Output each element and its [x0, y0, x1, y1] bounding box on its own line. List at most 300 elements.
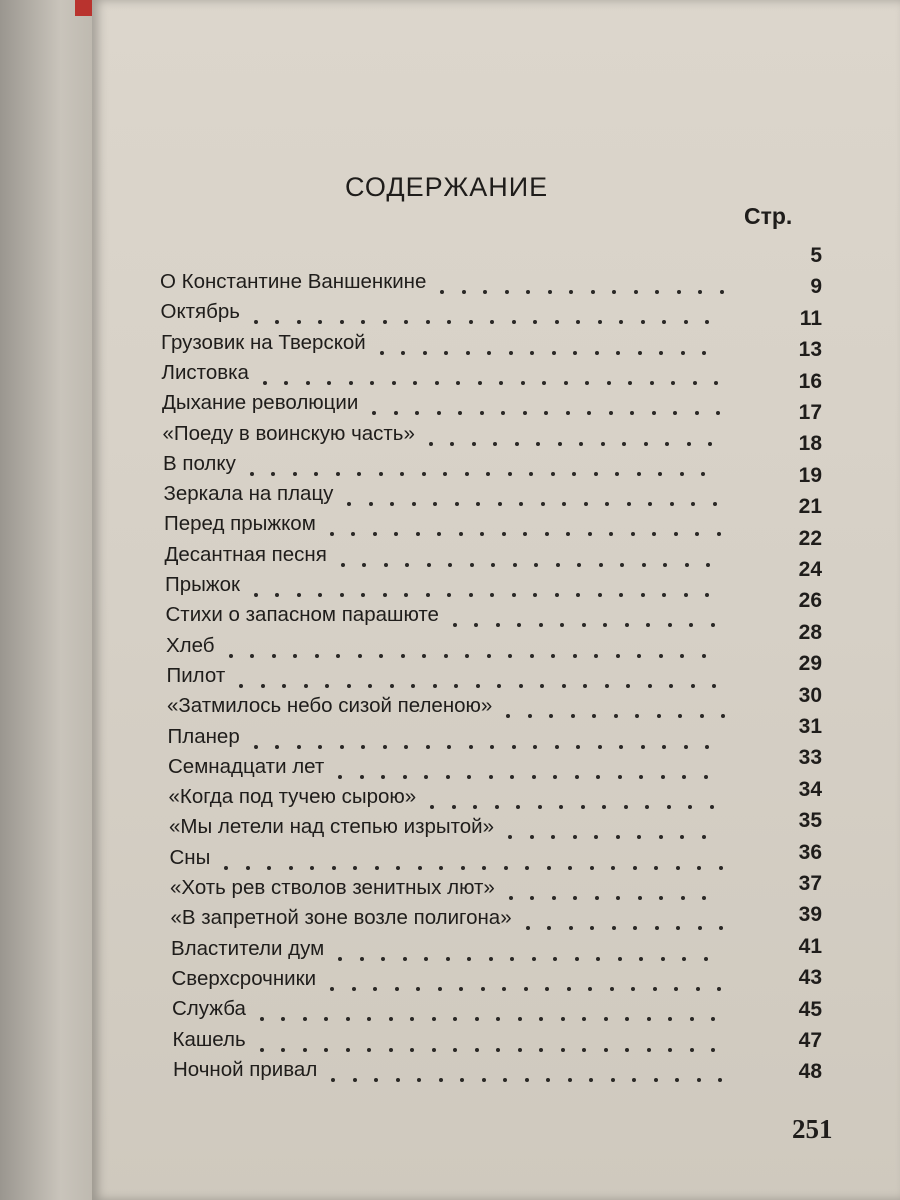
leader-dot [260, 1017, 264, 1021]
leader-dot [340, 745, 344, 749]
leader-dot [548, 290, 552, 294]
toc-entry-title: Листовка [161, 360, 249, 384]
leader-dot [639, 957, 643, 961]
leader-dot [282, 684, 286, 688]
leader-dot [551, 835, 555, 839]
leader-dot [573, 835, 577, 839]
page-number: 251 [792, 1114, 833, 1144]
toc-page-number: 39 [798, 903, 822, 927]
leader-dot [622, 442, 626, 446]
leader-dot [395, 987, 399, 991]
toc-entry-title: Властители дум [171, 936, 325, 960]
toc-page-number: 16 [798, 369, 822, 393]
leader-dot [616, 351, 620, 355]
page-column-label: Стр. [744, 203, 793, 229]
leader-dot [553, 775, 557, 779]
leader-dot [357, 472, 361, 476]
leader-dot [566, 532, 570, 536]
leader-dot [677, 290, 681, 294]
leader-dot [508, 472, 512, 476]
leader-dot [662, 320, 666, 324]
leader-dot [682, 775, 686, 779]
leader-dot [491, 563, 495, 567]
leader-dot [521, 381, 525, 385]
leader-dot [528, 714, 532, 718]
leader-dot [293, 472, 297, 476]
leader-dot [413, 381, 417, 385]
leader-dot [634, 290, 638, 294]
leader-dot [453, 1017, 457, 1021]
leader-dot [489, 775, 493, 779]
leader-dot [638, 351, 642, 355]
toc-page-number: 29 [798, 652, 822, 676]
leader-dot [392, 381, 396, 385]
leader-dot [569, 926, 573, 930]
leader-dot [558, 442, 562, 446]
toc-page-number: 34 [798, 777, 822, 801]
leader-dot [340, 593, 344, 597]
leader-dot [303, 1017, 307, 1021]
leader-dot [346, 1017, 350, 1021]
leader-dot [534, 563, 538, 567]
leader-dot [576, 320, 580, 324]
leader-dot [482, 866, 486, 870]
toc-entry-title: Стихи о запасном парашюте [165, 603, 439, 627]
leader-dot [654, 866, 658, 870]
leader-dot [297, 320, 301, 324]
leader-dot [609, 411, 613, 415]
leader-dot [497, 684, 501, 688]
leader-dot [389, 1017, 393, 1021]
leader-dot [489, 957, 493, 961]
leader-dot [373, 532, 377, 536]
leader-dot [529, 472, 533, 476]
leader-dot [416, 532, 420, 536]
leader-dot [614, 714, 618, 718]
leader-dot [383, 745, 387, 749]
leader-dot [351, 532, 355, 536]
leader-dot [573, 896, 577, 900]
leader-dot [625, 1048, 629, 1052]
leader-dot [609, 532, 613, 536]
leader-dot [331, 1078, 335, 1082]
leader-dot [639, 775, 643, 779]
leader-dot [685, 563, 689, 567]
toc-page-number: 21 [798, 495, 822, 519]
leader-dot [394, 411, 398, 415]
leader-dot [361, 320, 365, 324]
leader-dot [490, 745, 494, 749]
leader-dot [532, 957, 536, 961]
toc-entry-title: Грузовик на Тверской [161, 330, 366, 354]
leader-dot [630, 411, 634, 415]
leader-dot [423, 351, 427, 355]
leader-dot [432, 1017, 436, 1021]
leader-dot [504, 866, 508, 870]
toc-page-number: 17 [798, 401, 822, 424]
leader-dot [379, 654, 383, 658]
leader-dot [648, 502, 652, 506]
leader-dot [717, 532, 721, 536]
leader-dot [675, 1078, 679, 1082]
leader-dot [508, 654, 512, 658]
leader-dot [461, 866, 465, 870]
leader-dot [588, 532, 592, 536]
leader-dot [711, 1017, 715, 1021]
leader-dot [671, 381, 675, 385]
leader-dot [516, 805, 520, 809]
toc-entry-title: О Константине Ваншенкине [160, 270, 427, 293]
leader-dot [481, 987, 485, 991]
leader-dot [502, 532, 506, 536]
leader-dot [616, 835, 620, 839]
leader-dot [655, 290, 659, 294]
leader-dot [620, 563, 624, 567]
leader-dot [690, 1048, 694, 1052]
leader-dot [239, 684, 243, 688]
leader-dot [467, 775, 471, 779]
leader-dot [652, 532, 656, 536]
leader-dot [456, 381, 460, 385]
toc-entry-title: Кашель [172, 1027, 246, 1051]
leader-dot [605, 684, 609, 688]
leader-dot [381, 775, 385, 779]
toc-page-number: 11 [799, 306, 822, 330]
leader-dot [719, 866, 723, 870]
toc-entry-title: Сны [169, 845, 211, 869]
leader-dot [310, 866, 314, 870]
leader-dot [390, 684, 394, 688]
toc-entry-title: «Мы летели над степью изрытой» [169, 815, 495, 839]
leader-dot [676, 926, 680, 930]
leader-dot [539, 1017, 543, 1021]
leader-dot [590, 926, 594, 930]
leader-dot [336, 654, 340, 658]
leader-dot [551, 654, 555, 658]
leader-dot [472, 442, 476, 446]
leader-dot [539, 1048, 543, 1052]
leader-dot [662, 593, 666, 597]
leader-dot [561, 1017, 565, 1021]
toc-entry-title: «Когда под тучею сырою» [168, 785, 417, 809]
leader-dot [583, 684, 587, 688]
leader-dot [459, 532, 463, 536]
toc-page-number: 35 [798, 809, 822, 833]
leader-dot [263, 381, 267, 385]
leader-dot [689, 623, 693, 627]
leader-dot [416, 987, 420, 991]
leader-dot [637, 472, 641, 476]
leader-dot [303, 1048, 307, 1052]
leader-dot [702, 654, 706, 658]
leader-dot [576, 593, 580, 597]
leader-dot [498, 502, 502, 506]
leader-dot [383, 593, 387, 597]
leader-dot [502, 987, 506, 991]
toc-entry-title: Перед прыжком [164, 512, 316, 536]
leader-dot [525, 866, 529, 870]
leader-dot [661, 957, 665, 961]
leader-dot [647, 1017, 651, 1021]
leader-dot [474, 623, 478, 627]
leader-dot [422, 472, 426, 476]
toc-page-number: 36 [798, 840, 822, 864]
leader-dot [519, 684, 523, 688]
leader-dot [568, 866, 572, 870]
leader-dot [704, 775, 708, 779]
leader-dot [473, 805, 477, 809]
leader-dot [429, 442, 433, 446]
leader-dot [444, 654, 448, 658]
leader-dot [396, 866, 400, 870]
leader-dot [480, 411, 484, 415]
leader-dot [272, 654, 276, 658]
toc-entry-title: Служба [172, 997, 246, 1021]
leader-dot [619, 320, 623, 324]
leader-dot [668, 1048, 672, 1052]
leader-dot [493, 442, 497, 446]
leader-dot [655, 926, 659, 930]
leader-dot [695, 532, 699, 536]
leader-dot [439, 1078, 443, 1082]
leader-dot [470, 563, 474, 567]
leader-dot [684, 320, 688, 324]
leader-dot [618, 957, 622, 961]
leader-dot [426, 593, 430, 597]
leader-dot [318, 320, 322, 324]
leader-dot [483, 290, 487, 294]
leader-dot [284, 381, 288, 385]
leader-dot [512, 593, 516, 597]
leader-dot [638, 896, 642, 900]
leader-dot [261, 684, 265, 688]
leader-dot [446, 775, 450, 779]
leader-dot [367, 1017, 371, 1021]
leader-dot [430, 805, 434, 809]
toc-page-number: 19 [798, 463, 822, 487]
leader-dot [410, 1017, 414, 1021]
leader-dot [444, 351, 448, 355]
leader-dot [716, 411, 720, 415]
toc-page-number: 24 [798, 558, 822, 581]
leader-dot [657, 714, 661, 718]
leader-dot [556, 563, 560, 567]
leader-dot [475, 1017, 479, 1021]
leader-dot [616, 654, 620, 658]
leader-dot [681, 896, 685, 900]
leader-dot [561, 1048, 565, 1052]
leader-dot [466, 351, 470, 355]
leader-dot [293, 654, 297, 658]
leader-dot [448, 563, 452, 567]
leader-dot [432, 1048, 436, 1052]
leader-dot [435, 381, 439, 385]
leader-dot [547, 866, 551, 870]
leader-dot [710, 805, 714, 809]
leader-dot [417, 1078, 421, 1082]
leader-dot [360, 775, 364, 779]
leader-dot [327, 381, 331, 385]
leader-dot [289, 866, 293, 870]
leader-dot [503, 1078, 507, 1082]
leader-dot [604, 1017, 608, 1021]
leader-dot [526, 290, 530, 294]
toc-entry-title: «Хоть рев стволов зенитных лют» [170, 876, 495, 899]
leader-dot [532, 775, 536, 779]
leader-dot [438, 987, 442, 991]
leader-dot [505, 290, 509, 294]
leader-dot [506, 714, 510, 718]
leader-dot [632, 1078, 636, 1082]
leader-dot [512, 320, 516, 324]
leader-dot [433, 684, 437, 688]
leader-dot [517, 623, 521, 627]
leader-dot [684, 745, 688, 749]
leader-dot [693, 381, 697, 385]
leader-dot [607, 381, 611, 385]
toc-entry-title: Прыжок [165, 573, 240, 596]
leader-dot [641, 593, 645, 597]
leader-dot [396, 1078, 400, 1082]
toc-page-number: 22 [798, 526, 822, 550]
leader-dot [459, 987, 463, 991]
leader-dot [446, 957, 450, 961]
leader-dot [619, 593, 623, 597]
leader-dot [615, 472, 619, 476]
leader-dot [680, 472, 684, 476]
leader-dot [460, 1078, 464, 1082]
leader-dot [559, 805, 563, 809]
leader-dot [555, 593, 559, 597]
leader-dot [509, 351, 513, 355]
leader-dot [573, 654, 577, 658]
leader-dot [627, 502, 631, 506]
leader-dot [705, 320, 709, 324]
leader-dot [688, 805, 692, 809]
leader-dot [427, 563, 431, 567]
leader-dot [533, 745, 537, 749]
leader-dot [330, 987, 334, 991]
leader-dot [711, 623, 715, 627]
leader-dot [447, 320, 451, 324]
leader-dot [592, 714, 596, 718]
leader-dot [306, 381, 310, 385]
leader-dot [509, 896, 513, 900]
leader-dot [691, 684, 695, 688]
leader-dot [625, 1017, 629, 1021]
leader-dot [562, 684, 566, 688]
leader-dot [546, 1078, 550, 1082]
leader-dot [667, 805, 671, 809]
leader-dot [555, 320, 559, 324]
leader-dot [673, 411, 677, 415]
leader-dot [698, 290, 702, 294]
leader-dot [281, 1017, 285, 1021]
leader-dot [555, 745, 559, 749]
leader-dot [591, 290, 595, 294]
toc-page-number: 5 [810, 244, 822, 267]
leader-dot [360, 957, 364, 961]
leader-dot [499, 381, 503, 385]
leader-dot [718, 1078, 722, 1082]
leader-dot [476, 684, 480, 688]
leader-dot [573, 351, 577, 355]
leader-dot [515, 442, 519, 446]
leader-dot [681, 351, 685, 355]
leader-dot [702, 835, 706, 839]
leader-dot [697, 1078, 701, 1082]
leader-dot [631, 532, 635, 536]
leader-dot [616, 896, 620, 900]
leader-dot [518, 1048, 522, 1052]
leader-dot [652, 411, 656, 415]
leader-dot [584, 502, 588, 506]
leader-dot [663, 563, 667, 567]
leader-dot [644, 442, 648, 446]
leader-dot [674, 987, 678, 991]
leader-dot [275, 745, 279, 749]
leader-dot [625, 623, 629, 627]
leader-dot [338, 775, 342, 779]
leader-dot [422, 654, 426, 658]
leader-dot [719, 926, 723, 930]
toc-page-number: 45 [798, 997, 822, 1021]
leader-dot [711, 1048, 715, 1052]
leader-dot [595, 351, 599, 355]
leader-dot [523, 532, 527, 536]
leader-dot [389, 1048, 393, 1052]
leader-dot [603, 623, 607, 627]
leader-dot [575, 775, 579, 779]
leader-dot [575, 957, 579, 961]
toc-entry-title: Десантная песня [164, 542, 327, 566]
leader-dot [633, 926, 637, 930]
leader-dot [381, 957, 385, 961]
leader-dot [404, 593, 408, 597]
toc-page-number: 31 [798, 715, 822, 738]
leader-dot [246, 866, 250, 870]
leader-dot [424, 775, 428, 779]
leader-dot [275, 593, 279, 597]
leader-dot [698, 926, 702, 930]
leader-dot [412, 502, 416, 506]
leader-dot [670, 502, 674, 506]
leader-dot [582, 1048, 586, 1052]
leader-dot [510, 775, 514, 779]
leader-dot [604, 1048, 608, 1052]
leader-dot [453, 623, 457, 627]
leader-dot [512, 745, 516, 749]
leader-dot [325, 684, 329, 688]
leader-dot [720, 290, 724, 294]
leader-dot [433, 502, 437, 506]
leader-dot [523, 411, 527, 415]
leader-dot [713, 502, 717, 506]
toc-page-number: 43 [798, 966, 822, 990]
leader-dot [669, 684, 673, 688]
leader-dot [447, 593, 451, 597]
leader-dot [450, 442, 454, 446]
leader-dot [465, 472, 469, 476]
leader-dot [469, 745, 473, 749]
leader-dot [390, 502, 394, 506]
leader-dot [487, 351, 491, 355]
leader-dot [577, 563, 581, 567]
leader-dot [478, 381, 482, 385]
leader-dot [267, 866, 271, 870]
leader-dot [587, 411, 591, 415]
leader-dot [418, 866, 422, 870]
